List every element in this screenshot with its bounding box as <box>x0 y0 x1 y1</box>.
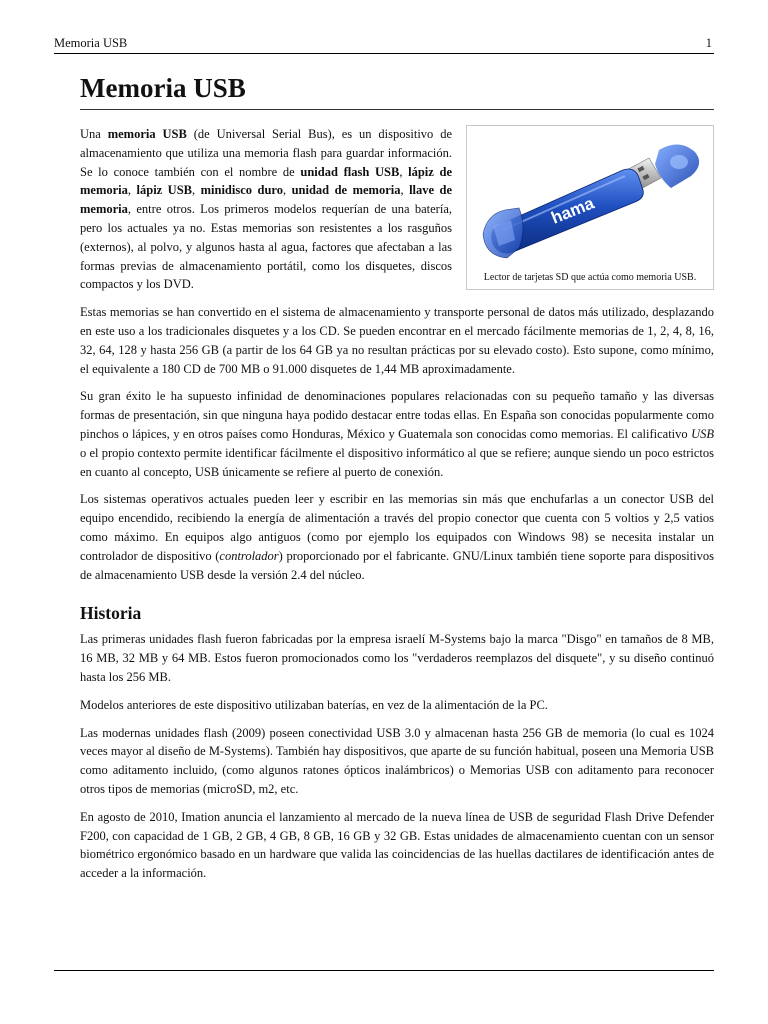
paragraph-operating-systems: Los sistemas operativos actuales pueden leer y escribir en las memorias sin más que enchufarlas a un conector USB del equipo encendido, recibiendo la energía de alimentación a través del propio conector que cuenta con 5 voltios y 2,5 vatios como máximo. En equipos algo antiguos (como por ejemplo los equipados con Windows 98) se necesita instalar un controlador de dispositivo (controlador) proporcionado por el fabricante. GNU/Linux también tiene soporte para dispositivos de almacenamiento USB desde la versión 2.4 del núcleo. <box>80 492 715 582</box>
historia-paragraph-3: Las modernas unidades flash (2009) poseen conectividad USB 3.0 y almacenan hasta 256 GB de memoria (lo cual es 1024 veces mayor al diseño de M-Systems). También hay dispositivos, que aparte de su función habitual, poseen una Memoria USB como aditamento incluido, (como algunos ratones ópticos inalámbricos) o Memorias USB con aditamento para reconocer otros tipos de memorias (microSD, m2, etc. <box>80 725 714 796</box>
page-number: 1 <box>705 36 712 50</box>
end-cap-shape <box>655 144 699 188</box>
figure-caption: Lector de tarjetas SD que actúa como memoria USB. <box>483 272 697 283</box>
term-unidad-flash-usb: unidad flash USB <box>300 164 400 179</box>
figure <box>466 125 714 290</box>
term-llave-de-memoria: llave de memoria <box>80 183 453 217</box>
footer-rule <box>54 970 714 971</box>
section-heading-historia: Historia <box>80 603 142 624</box>
historia-paragraph-4: En agosto de 2010, Imation anuncia el lanzamiento al mercado de la nueva línea de USB de seguridad Flash Drive Defender F200, con capacidad de 1 GB, 2 GB, 4 GB, 8 GB, 16 GB y 32 GB. Estas unidades de almacenamiento cuentan con un sensor biométrico ergonómico basado en un hardware que valida las coincidencias de las huellas dactilares de identificación antes de acceder a la información. <box>80 809 714 881</box>
term-minidisco-duro: minidisco duro <box>200 183 283 198</box>
intro-paragraph: Una memoria USB (de Universal Serial Bus), es un dispositivo de almacenamiento que utiliza una memoria flash para guardar información. Se lo conoce también con el nombre de unidad flash USB, lápiz de memoria, lápiz USB, minidisco duro, unidad de memoria, llave de memoria, entre otros. Los primeros modelos requerían de una batería, pero los actuales ya no. Estas memorias son resistentes a los rasguños (externos), al polvo, y algunos hasta al agua, factores que afectaban a las formas previas de almacenamiento portátil, como los disquetes, discos compactos y los DVD. <box>80 127 453 292</box>
article-title: Memoria USB <box>80 70 714 110</box>
term-lapiz-de-memoria: lápiz de memoria <box>80 164 453 198</box>
historia-paragraph-1: Las primeras unidades flash fueron fabricadas por la empresa israelí M-Systems bajo la marca "Disgo" en tamaños de 8 MB, 16 MB, 32 MB y 64 MB. Estos fueron promocionados como los "verdaderos reemplazos del disquete", y su diseño continuó hasta los 256 MB. <box>80 632 714 684</box>
term-unidad-de-memoria: unidad de memoria <box>291 183 401 198</box>
term-memoria-usb: memoria USB <box>107 127 187 141</box>
paragraph-denominations: Su gran éxito le ha supuesto infinidad de denominaciones populares relacionadas con su pequeño tamaño y las diversas formas de presentación, sin que ninguna haya podido destacar entre todas ellas. En España son conocidas popularmente como pinchos o lápices, y en otros países como Honduras, México y Guatemala son conocidas como memorias. El calificativo USB o el propio contexto permite identificar fácilmente el dispositivo informático al que se refiere; aunque siendo un poco estrictos en cuanto al concepto, USB únicamente se refiere al puerto de conexión. <box>80 389 714 479</box>
paragraph-storage: Estas memorias se han convertido en el sistema de almacenamiento y transporte personal de datos más utilizado, desplazando en este uso a los tradicionales disquetes y a los CD. Se pueden encontrar en el mercado fácilmente memorias de 1, 2, 4, 8, 16, 32, 64, 128 y hasta 256 GB (a partir de los 64 GB ya no resultan prácticas por su elevado costo). Esto supone, como mínimo, el equivalente a 180 CD de 700 MB o 91.000 disquetes de 1,44 MB aproximadamente. <box>80 305 714 376</box>
usb-card-reader-image <box>473 130 707 264</box>
term-lapiz-usb: lápiz USB <box>136 183 193 198</box>
running-header-title: Memoria USB <box>54 36 128 50</box>
article-body <box>80 121 714 892</box>
running-header <box>54 35 714 54</box>
historia-paragraph-2: Modelos anteriores de este dispositivo utilizaban baterías, en vez de la alimentación de la PC. <box>80 697 548 712</box>
brand-logo-text: hama <box>548 193 597 228</box>
